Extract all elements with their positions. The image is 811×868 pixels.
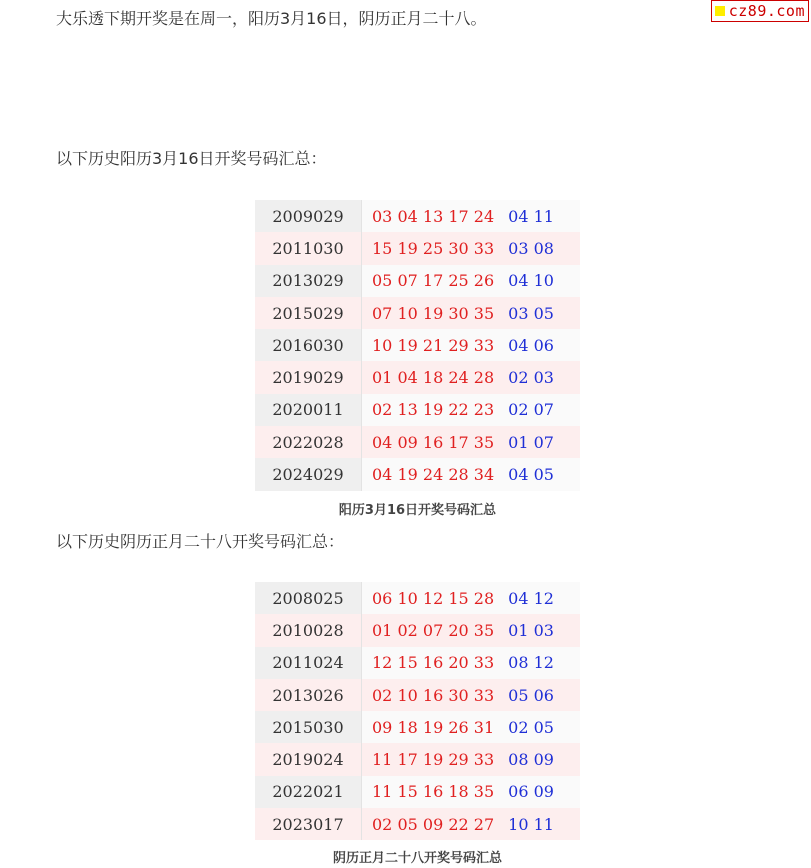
issue-cell: 2020011	[255, 394, 362, 426]
table-row	[255, 582, 580, 614]
table-row	[255, 394, 580, 426]
issue-cell: 2016030	[255, 329, 362, 361]
back-numbers: 08 09	[508, 750, 554, 770]
back-numbers: 08 12	[508, 653, 554, 673]
back-numbers: 01 07	[508, 432, 554, 452]
table-row	[255, 808, 580, 840]
issue-cell: 2022021	[255, 776, 362, 808]
back-numbers: 01 03	[508, 620, 554, 640]
front-numbers: 04 09 16 17 35	[372, 432, 495, 452]
issue-cell: 2011024	[255, 647, 362, 679]
table-row	[255, 232, 580, 264]
front-numbers: 15 19 25 30 33	[372, 238, 495, 258]
back-numbers: 04 05	[508, 465, 554, 485]
back-numbers: 04 12	[508, 588, 554, 608]
back-numbers: 02 07	[508, 400, 554, 420]
table-row	[255, 426, 580, 458]
back-numbers: 06 09	[508, 782, 554, 802]
solar-table-caption: 阳历3月16日开奖号码汇总	[338, 503, 497, 518]
front-numbers: 12 15 16 20 33	[372, 653, 495, 673]
issue-cell: 2011030	[255, 232, 362, 264]
table-row	[255, 711, 580, 743]
issue-cell: 2010028	[255, 614, 362, 646]
issue-cell: 2019029	[255, 361, 362, 393]
back-numbers: 04 06	[508, 335, 554, 355]
lunar-draw-table	[255, 582, 580, 840]
table-row	[255, 647, 580, 679]
front-numbers: 02 13 19 22 23	[372, 400, 495, 420]
back-numbers: 02 03	[508, 368, 554, 388]
front-numbers: 09 18 19 26 31	[372, 717, 495, 737]
back-numbers: 03 08	[508, 238, 554, 258]
front-numbers: 10 19 21 29 33	[372, 335, 495, 355]
back-numbers: 10 11	[508, 814, 554, 834]
issue-cell: 2015030	[255, 711, 362, 743]
yellow-square-icon	[715, 6, 725, 16]
solar-draw-table	[255, 200, 580, 491]
issue-cell: 2024029	[255, 458, 362, 490]
issue-cell: 2015029	[255, 297, 362, 329]
issue-cell: 2013029	[255, 265, 362, 297]
front-numbers: 11 15 16 18 35	[372, 782, 495, 802]
front-numbers: 07 10 19 30 35	[372, 303, 495, 323]
front-numbers: 05 07 17 25 26	[372, 271, 495, 291]
issue-cell: 2013026	[255, 679, 362, 711]
front-numbers: 01 04 18 24 28	[372, 368, 495, 388]
back-numbers: 03 05	[508, 303, 554, 323]
issue-cell: 2008025	[255, 582, 362, 614]
table-row	[255, 265, 580, 297]
front-numbers: 04 19 24 28 34	[372, 465, 495, 485]
table-row	[255, 297, 580, 329]
table-row	[255, 614, 580, 646]
issue-cell: 2022028	[255, 426, 362, 458]
lunar-lead-paragraph: 以下历史阴历正月二十八开奖号码汇总：	[56, 532, 345, 551]
watermark-text: cz89.com	[728, 2, 805, 20]
table-row	[255, 329, 580, 361]
site-watermark	[711, 0, 809, 22]
table-row	[255, 776, 580, 808]
back-numbers: 04 10	[508, 271, 554, 291]
front-numbers: 01 02 07 20 35	[372, 620, 495, 640]
table-row	[255, 458, 580, 490]
issue-cell: 2023017	[255, 808, 362, 840]
issue-cell: 2019024	[255, 743, 362, 775]
table-row	[255, 679, 580, 711]
table-row	[255, 200, 580, 232]
issue-cell: 2009029	[255, 200, 362, 232]
back-numbers: 05 06	[508, 685, 554, 705]
front-numbers: 11 17 19 29 33	[372, 750, 495, 770]
lunar-table-caption: 阴历正月二十八开奖号码汇总	[332, 851, 502, 866]
solar-lead-paragraph: 以下历史阳历3月16日开奖号码汇总：	[56, 149, 327, 168]
intro-paragraph: 大乐透下期开奖是在周一，阳历3月16日，阴历正月二十八。	[56, 9, 487, 28]
table-row	[255, 743, 580, 775]
back-numbers: 04 11	[508, 206, 554, 226]
front-numbers: 02 05 09 22 27	[372, 814, 495, 834]
back-numbers: 02 05	[508, 717, 554, 737]
table-row	[255, 361, 580, 393]
front-numbers: 06 10 12 15 28	[372, 588, 495, 608]
front-numbers: 03 04 13 17 24	[372, 206, 495, 226]
front-numbers: 02 10 16 30 33	[372, 685, 495, 705]
